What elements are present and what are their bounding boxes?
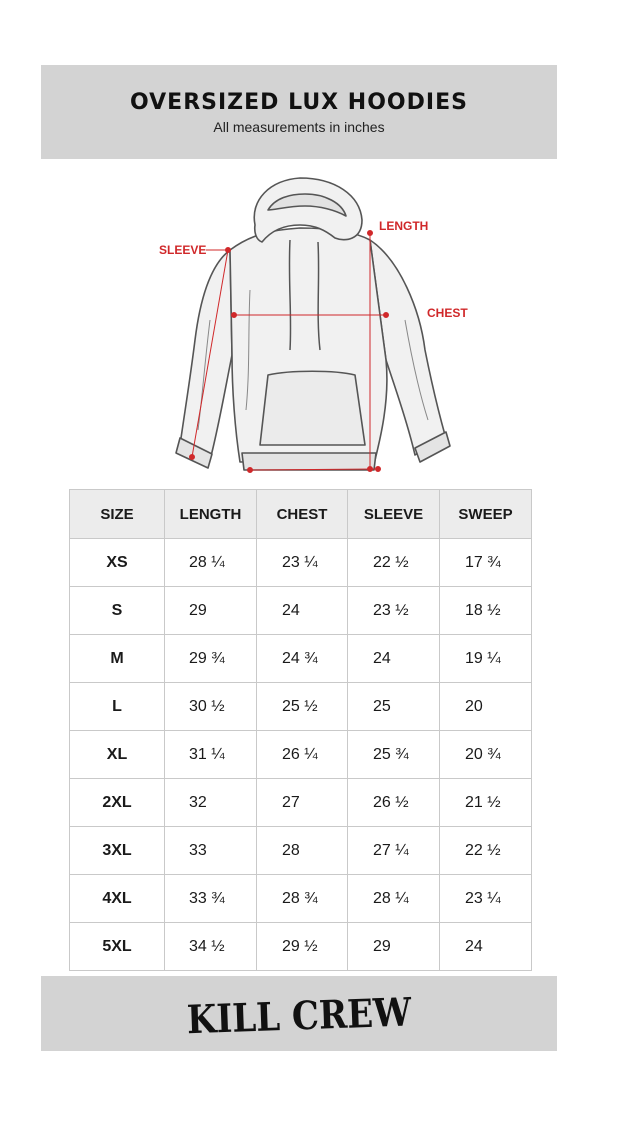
sleeve-label: SLEEVE (159, 243, 207, 257)
table-row (70, 779, 532, 827)
sweep-cell: 17 ¾ (440, 539, 532, 587)
sleeve-cell: 23 ½ (348, 587, 440, 635)
chest-cell: 28 ¾ (257, 875, 348, 923)
size-chart-table (69, 489, 532, 971)
table-row (70, 827, 532, 875)
length-cell: 33 (165, 827, 257, 875)
sweep-cell: 19 ¼ (440, 635, 532, 683)
table-row (70, 587, 532, 635)
chest-cell: 23 ¼ (257, 539, 348, 587)
sleeve-cell: 24 (348, 635, 440, 683)
chest-cell: 24 (257, 587, 348, 635)
table-row (70, 539, 532, 587)
sleeve-cell: 29 (348, 923, 440, 971)
chest-label: CHEST (427, 306, 468, 320)
length-cell: 31 ¼ (165, 731, 257, 779)
table-row (70, 875, 532, 923)
size-cell: S (70, 587, 165, 635)
chest-cell: 27 (257, 779, 348, 827)
hoodie-diagram (150, 170, 480, 480)
length-cell: 29 (165, 587, 257, 635)
brand-logo-text: KILL CREW (186, 989, 413, 1043)
sleeve-cell: 27 ¼ (348, 827, 440, 875)
column-header-size: SIZE (70, 490, 165, 539)
length-cell: 32 (165, 779, 257, 827)
sweep-cell: 21 ½ (440, 779, 532, 827)
size-cell: 3XL (70, 827, 165, 875)
chest-cell: 26 ¼ (257, 731, 348, 779)
size-cell: XL (70, 731, 165, 779)
sweep-cell: 20 ¾ (440, 731, 532, 779)
length-label: LENGTH (379, 219, 429, 233)
table-row (70, 731, 532, 779)
chest-cell: 25 ½ (257, 683, 348, 731)
length-cell: 28 ¼ (165, 539, 257, 587)
table-row (70, 923, 532, 971)
page-title: OVERSIZED LUX HOODIES (130, 90, 468, 115)
length-cell: 29 ¾ (165, 635, 257, 683)
column-header-chest: CHEST (257, 490, 348, 539)
column-header-sleeve: SLEEVE (348, 490, 440, 539)
table-header-row (70, 490, 532, 539)
size-cell: 5XL (70, 923, 165, 971)
sweep-cell: 23 ¼ (440, 875, 532, 923)
size-cell: M (70, 635, 165, 683)
sweep-cell: 22 ½ (440, 827, 532, 875)
sleeve-cell: 28 ¼ (348, 875, 440, 923)
length-cell: 30 ½ (165, 683, 257, 731)
column-header-length: LENGTH (165, 490, 257, 539)
length-cell: 33 ¾ (165, 875, 257, 923)
brand-logo (186, 988, 413, 1043)
size-cell: L (70, 683, 165, 731)
header-banner (41, 65, 557, 159)
length-cell: 34 ½ (165, 923, 257, 971)
size-cell: 2XL (70, 779, 165, 827)
chest-cell: 28 (257, 827, 348, 875)
sweep-cell: 20 (440, 683, 532, 731)
sleeve-cell: 25 ¾ (348, 731, 440, 779)
column-header-sweep: SWEEP (440, 490, 532, 539)
sleeve-cell: 26 ½ (348, 779, 440, 827)
chest-cell: 24 ¾ (257, 635, 348, 683)
sleeve-cell: 25 (348, 683, 440, 731)
hoodie-illustration-icon (150, 170, 480, 480)
table-row (70, 635, 532, 683)
size-cell: XS (70, 539, 165, 587)
footer-banner (41, 976, 557, 1051)
size-cell: 4XL (70, 875, 165, 923)
sweep-cell: 18 ½ (440, 587, 532, 635)
sleeve-cell: 22 ½ (348, 539, 440, 587)
sweep-cell: 24 (440, 923, 532, 971)
table-row (70, 683, 532, 731)
chest-cell: 29 ½ (257, 923, 348, 971)
page-subtitle: All measurements in inches (213, 119, 385, 135)
